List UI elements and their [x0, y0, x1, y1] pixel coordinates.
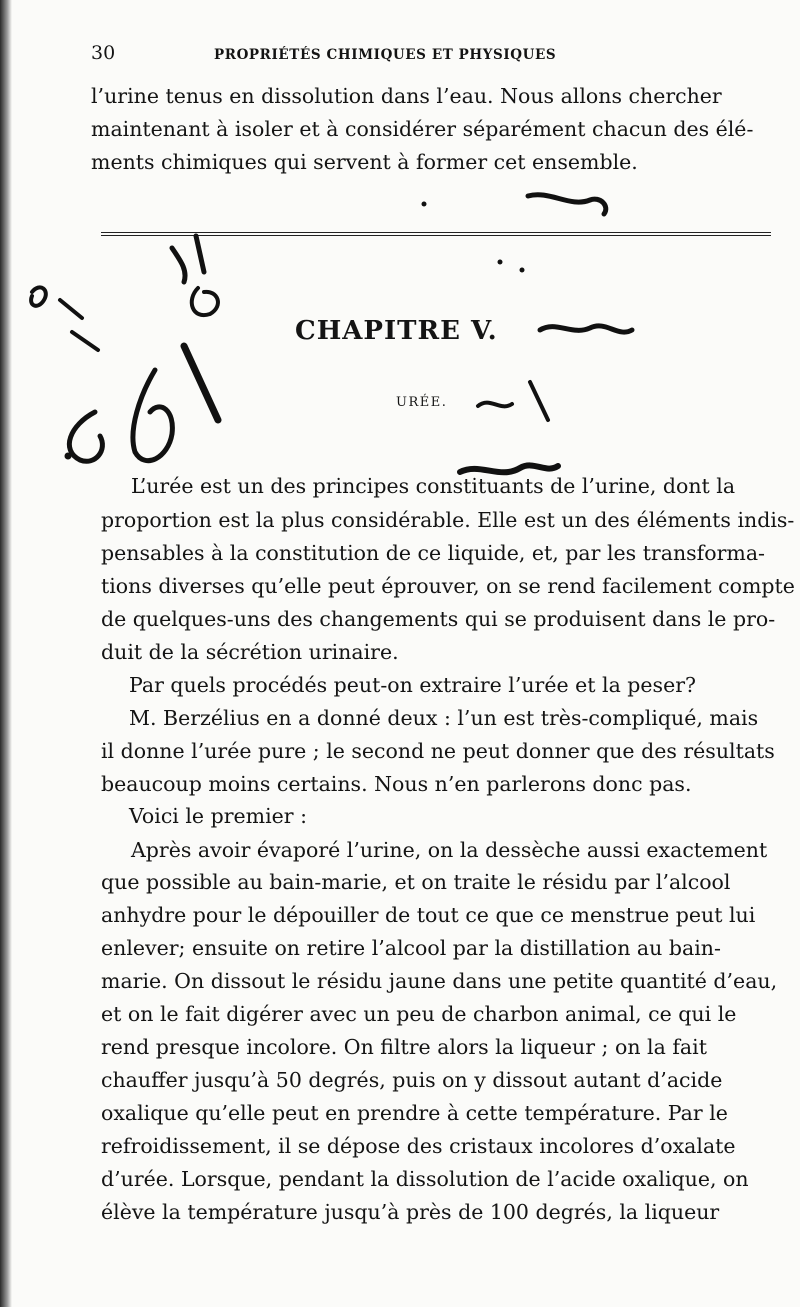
text-line: chauffer jusqu’à 50 degrés, puis on y dissout autant d’acide	[101, 1068, 723, 1092]
text-line: L’urée est un des principes constituants de l’urine, dont la	[131, 474, 736, 498]
text-line: anhydre pour le dépouiller de tout ce que ce menstrue peut lui	[101, 903, 756, 927]
handwritten-mark	[520, 268, 525, 273]
text-line: Par quels procédés peut-on extraire l’urée et la peser?	[129, 673, 697, 697]
text-line: enlever; ensuite on retire l’alcool par la distillation au bain-	[101, 936, 721, 960]
text-line: marie. On dissout le résidu jaune dans une petite quantité d’eau,	[101, 969, 778, 993]
handwritten-mark	[460, 465, 558, 472]
text-line: maintenant à isoler et à considérer séparément chacun des élé-	[91, 117, 754, 141]
text-line: M. Berzélius en a donné deux : l’un est très-compliqué, mais	[129, 706, 759, 730]
text-line: l’urine tenus en dissolution dans l’eau. Nous allons chercher	[91, 84, 722, 108]
handwritten-mark	[172, 236, 204, 282]
text-line: il donne l’urée pure ; le second ne peut donner que des résultats	[101, 739, 775, 763]
text-line: de quelques-uns des changements qui se produisent dans le pro-	[101, 607, 776, 631]
text-line: d’urée. Lorsque, pendant la dissolution de l’acide oxalique, on	[101, 1167, 749, 1191]
text-line: refroidissement, il se dépose des cristaux incolores d’oxalate	[101, 1134, 736, 1158]
handwritten-mark	[31, 287, 46, 305]
handwritten-mark	[184, 346, 218, 420]
text-line: ments chimiques qui servent à former cet ensemble.	[91, 150, 638, 174]
text-line: Après avoir évaporé l’urine, on la dessèche aussi exactement	[131, 838, 768, 862]
text-line: et on le fait digérer avec un peu de charbon animal, ce qui le	[101, 1002, 737, 1026]
handwritten-mark	[478, 382, 548, 420]
section-title: URÉE.	[396, 395, 448, 410]
text-line: proportion est la plus considérable. Elle est un des éléments indis-	[101, 508, 795, 532]
chapter-title: CHAPITRE V.	[295, 316, 498, 346]
handwritten-mark	[528, 195, 606, 214]
handwritten-mark	[60, 300, 98, 350]
handwritten-mark	[422, 202, 427, 207]
page-number: 30	[91, 42, 116, 64]
text-line: rend presque incolore. On filtre alors la liqueur ; on la fait	[101, 1035, 707, 1059]
handwritten-mark	[65, 453, 72, 460]
handwritten-mark	[498, 260, 503, 265]
handwritten-mark	[133, 370, 172, 461]
text-line: duit de la sécrétion urinaire.	[101, 640, 399, 664]
running-head: PROPRIÉTÉS CHIMIQUES ET PHYSIQUES	[214, 47, 557, 63]
handwritten-mark	[540, 326, 632, 332]
text-line: beaucoup moins certains. Nous n’en parlerons donc pas.	[101, 772, 692, 796]
text-line: tions diverses qu’elle peut éprouver, on se rend facilement compte	[101, 574, 795, 598]
text-line: pensables à la constitution de ce liquide, et, par les transforma-	[101, 541, 765, 565]
handwritten-mark	[69, 412, 102, 461]
text-line: élève la température jusqu’à près de 100 degrés, la liqueur	[101, 1200, 720, 1224]
text-line: que possible au bain-marie, et on traite le résidu par l’alcool	[101, 870, 731, 894]
text-line: Voici le premier :	[129, 804, 307, 828]
text-line: oxalique qu’elle peut en prendre à cette température. Par le	[101, 1101, 728, 1125]
handwritten-mark	[192, 288, 218, 315]
